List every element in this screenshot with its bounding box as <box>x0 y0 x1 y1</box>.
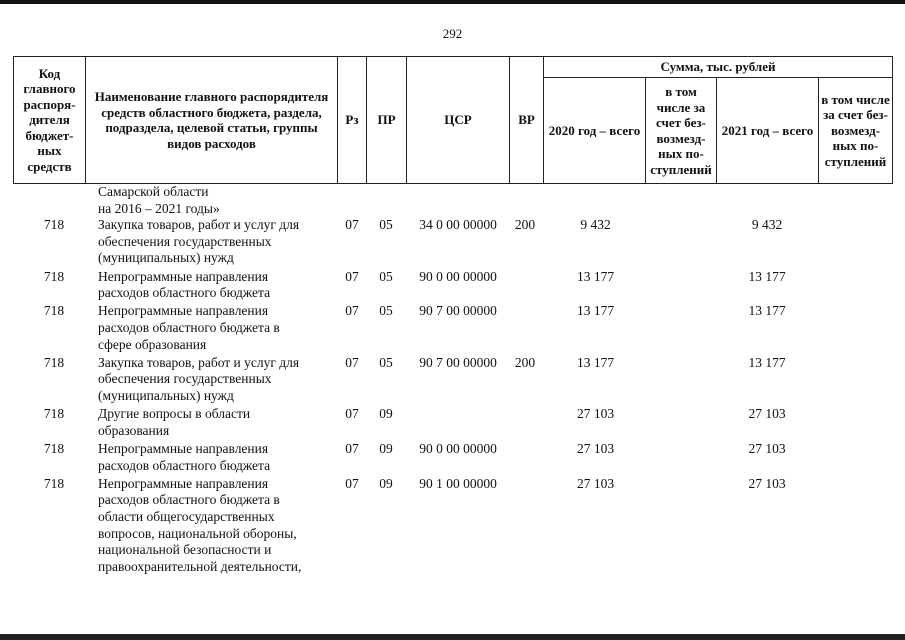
cell-name-line: расходов областного бюджета в <box>98 319 280 335</box>
cell-rz: 07 <box>345 406 359 422</box>
cell-code: 718 <box>43 303 65 319</box>
cell-name-line: Непрограммные направления <box>98 475 269 491</box>
header-name: Наименование главного распорядителя средств областного бюджета, раздела, подраздела, целевой статьи, группы видов расходов <box>86 57 338 184</box>
continuation-text <box>13 184 892 217</box>
cell-2020-total: 27 103 <box>576 475 615 491</box>
cell-rz: 07 <box>345 354 359 370</box>
cell-2021-total: 13 177 <box>748 303 786 319</box>
cell-name-line: обеспечения государственных <box>98 371 272 387</box>
cell-name-line: образования <box>98 422 170 438</box>
cell-name-line: расходов областного бюджета <box>98 457 271 473</box>
cell-rz: 07 <box>345 475 359 491</box>
cell-name-line: (муниципальных) нужд <box>98 387 234 403</box>
cell-2021-total: 13 177 <box>748 268 786 284</box>
header-2020-grants: в том числе за счет без-возмезд-ных по-ступлений <box>646 78 717 184</box>
page-number: 292 <box>442 26 463 41</box>
cell-pr: 05 <box>379 268 393 284</box>
cell-pr: 05 <box>379 217 393 233</box>
header-rz: Рз <box>338 57 367 184</box>
cell-name-line: вопросов, национальной обороны, <box>98 525 297 541</box>
cell-code: 718 <box>43 406 65 422</box>
cell-csr: 90 7 00 00000 <box>419 354 497 370</box>
header-sum-group: Сумма, тыс. рублей <box>544 57 893 78</box>
cell-pr: 05 <box>379 303 393 319</box>
table-header <box>13 56 893 184</box>
continuation-line: на 2016 – 2021 годы» <box>98 200 220 216</box>
table-body <box>13 184 892 577</box>
cell-2020-total: 13 177 <box>576 303 615 319</box>
cell-csr: 90 0 00 00000 <box>419 268 497 284</box>
table-row <box>13 303 892 354</box>
cell-name-line: (муниципальных) нужд <box>98 250 234 266</box>
cell-code: 718 <box>43 268 65 284</box>
cell-pr: 09 <box>379 475 393 491</box>
table-row <box>13 441 892 476</box>
header-pr: ПР <box>367 57 407 184</box>
cell-csr: 90 7 00 00000 <box>419 303 497 319</box>
cell-name-line: Непрограммные направления <box>98 268 269 284</box>
cell-vr: 200 <box>514 354 536 370</box>
cell-csr: 90 0 00 00000 <box>419 440 497 456</box>
cell-name-line: области общегосударственных <box>98 508 275 524</box>
table-row <box>13 269 892 304</box>
cell-code: 718 <box>43 440 65 456</box>
cell-2020-total: 27 103 <box>576 440 615 456</box>
cell-pr: 09 <box>379 406 393 422</box>
cell-rz: 07 <box>345 217 359 233</box>
cell-code: 718 <box>43 217 65 233</box>
cell-rz: 07 <box>345 268 359 284</box>
cell-name <box>98 217 338 267</box>
top-border-rule <box>0 0 905 4</box>
table-row <box>13 217 892 268</box>
cell-name-line: расходов областного бюджета <box>98 285 271 301</box>
table-row <box>13 406 892 441</box>
header-2020-total: 2020 год – всего <box>544 78 646 184</box>
header-csr: ЦСР <box>407 57 510 184</box>
cell-pr: 05 <box>379 354 393 370</box>
cell-name-line: обеспечения государственных <box>98 233 272 249</box>
cell-code: 718 <box>43 475 65 491</box>
cell-name <box>98 355 338 405</box>
cell-2021-total: 27 103 <box>748 475 786 491</box>
header-code: Код главного распоря-дителя бюджет-ных средств <box>14 57 86 184</box>
cell-name-line: расходов областного бюджета в <box>98 492 280 508</box>
bottom-border-rule <box>0 634 905 640</box>
cell-2020-total: 13 177 <box>576 268 615 284</box>
cell-vr: 200 <box>514 217 536 233</box>
table-row <box>13 476 892 577</box>
cell-2020-total: 13 177 <box>576 354 615 370</box>
cell-csr: 90 1 00 00000 <box>419 475 497 491</box>
cell-2021-total: 9 432 <box>751 217 783 233</box>
cell-name-line: Закупка товаров, работ и услуг для <box>98 217 300 233</box>
continuation-line: Самарской области <box>98 184 209 199</box>
cell-name <box>98 269 338 302</box>
cell-name-line: Закупка товаров, работ и услуг для <box>98 354 300 370</box>
cell-2020-total: 9 432 <box>580 217 611 233</box>
cell-name <box>98 406 338 439</box>
cell-name-line: сфере образования <box>98 336 207 352</box>
cell-name-line: правоохранительной деятельности, <box>98 558 302 574</box>
cell-2021-total: 27 103 <box>748 406 786 422</box>
header-2021-total: 2021 год – всего <box>717 78 819 184</box>
cell-2021-total: 13 177 <box>748 354 786 370</box>
cell-name <box>98 303 338 353</box>
cell-rz: 07 <box>345 440 359 456</box>
cell-2021-total: 27 103 <box>748 440 786 456</box>
table-row <box>13 355 892 406</box>
cell-name <box>98 476 338 576</box>
header-2021-grants: в том числе за счет без-возмезд-ных по-ступлений <box>819 78 893 184</box>
header-vr: ВР <box>510 57 544 184</box>
cell-name-line: национальной безопасности и <box>98 542 272 558</box>
cell-code: 718 <box>43 354 65 370</box>
cell-name-line: Непрограммные направления <box>98 303 269 319</box>
cell-rz: 07 <box>345 303 359 319</box>
cell-name-line: Другие вопросы в области <box>98 406 251 422</box>
cell-pr: 09 <box>379 440 393 456</box>
cell-name <box>98 441 338 474</box>
cell-csr: 34 0 00 00000 <box>419 217 497 233</box>
cell-2020-total: 27 103 <box>576 406 615 422</box>
cell-name-line: Непрограммные направления <box>98 440 269 456</box>
